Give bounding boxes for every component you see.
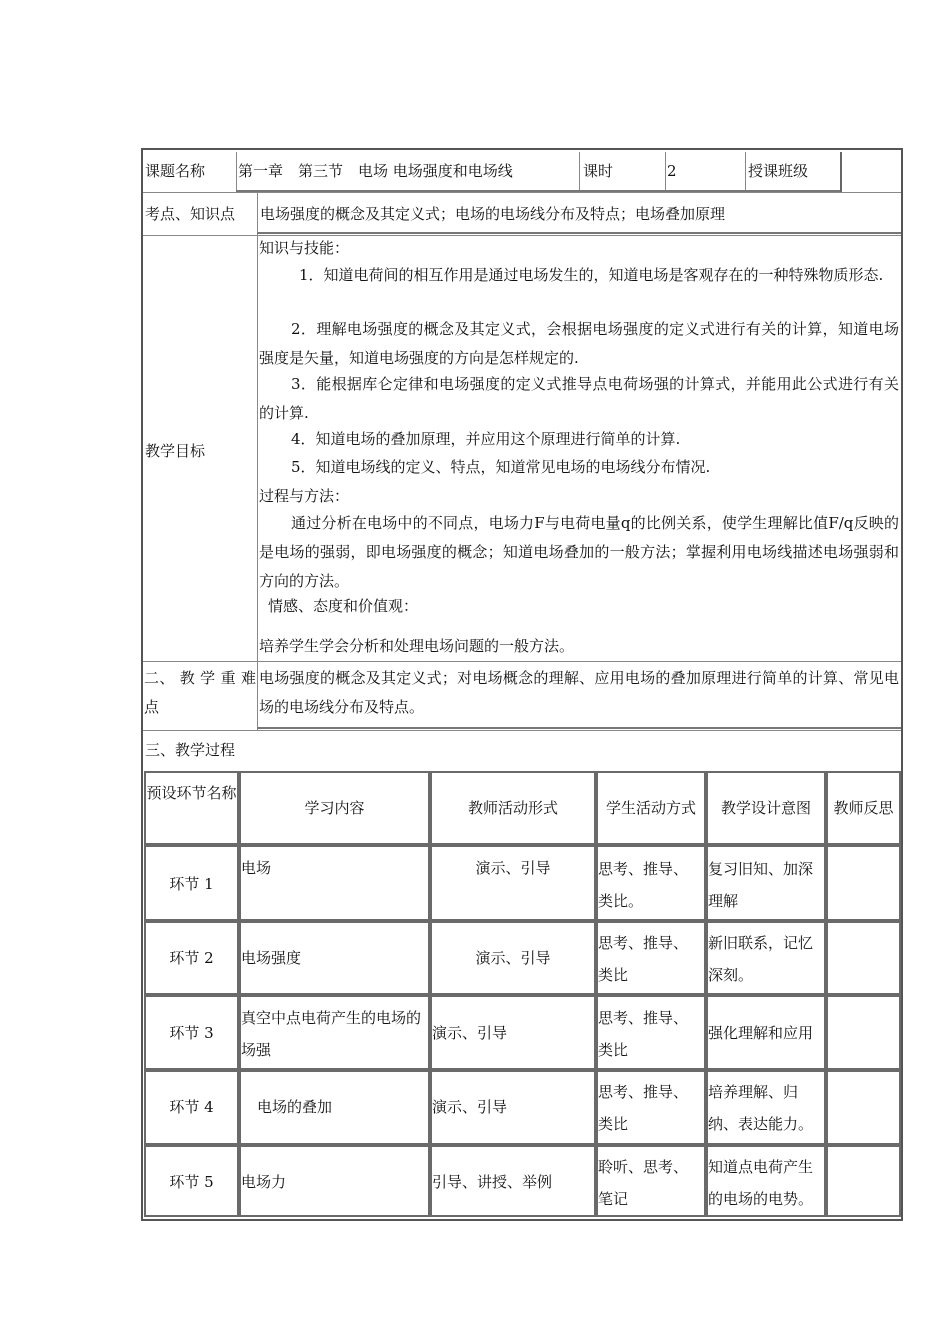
header-intent: 教学设计意图	[720, 799, 811, 817]
intent-cell: 强化理解和应用	[708, 1024, 814, 1042]
teacher-cell: 演示、引导	[475, 859, 551, 877]
header-teacher: 教师活动形式	[467, 799, 558, 817]
teacher-cell: 演示、引导	[432, 1024, 508, 1042]
table-cell	[826, 845, 901, 921]
intent-cell: 知道点电荷产生的电场的电势。	[708, 1158, 814, 1208]
divider	[840, 152, 842, 192]
divider	[257, 727, 901, 729]
divider	[257, 236, 258, 661]
divider	[745, 152, 746, 192]
process-title: 三、教学过程	[145, 741, 236, 759]
divider	[236, 152, 237, 192]
objective-item: 4．知道电场的叠加原理，并应用这个原理进行简单的计算.	[291, 430, 681, 448]
hours-value: 2	[667, 162, 677, 180]
key-points-content: 电场强度的概念及其定义式；对电场概念的理解、应用电场的叠加原理进行简单的计算、常见电场的电场线分布及特点。	[259, 669, 899, 716]
header-student: 学生活动方式	[605, 799, 696, 817]
class-label: 授课班级	[748, 162, 809, 180]
divider	[257, 662, 258, 730]
divider	[236, 190, 840, 192]
header-reflection: 教师反思	[833, 799, 894, 817]
table-cell	[826, 1145, 901, 1217]
objective-item: 通过分析在电场中的不同点，电场力F与电荷电量q的比例关系，使学生理解比值F/q反映的是电场的强弱，即电场强度的概念；知道电场叠加的一般方法；掌握利用电场线描述电场强弱和方向的方法。	[259, 514, 899, 590]
objective-heading-attitude: 情感、态度和价值观：	[268, 597, 419, 615]
stage-cell: 环节 2	[169, 949, 214, 967]
table-cell	[239, 845, 430, 921]
stage-cell: 环节 1	[169, 875, 214, 893]
header-content: 学习内容	[304, 799, 365, 817]
divider	[665, 152, 666, 192]
table-cell	[430, 845, 596, 921]
objective-item: 培养学生学会分析和处理电场问题的一般方法。	[259, 637, 575, 655]
intent-cell: 新旧联系，记忆深刻。	[708, 934, 814, 984]
intent-cell: 复习旧知、加深理解	[708, 860, 814, 910]
table-cell	[826, 1070, 901, 1145]
divider	[257, 232, 901, 234]
objective-item: 3．能根据库仑定律和电场强度的定义式推导点电荷场强的计算式，并能用此公式进行有关的计算.	[259, 375, 899, 422]
course-title: 第一章 第三节 电场 电场强度和电场线	[238, 162, 513, 180]
objective-heading-process: 过程与方法：	[259, 487, 350, 505]
content-cell: 电场强度	[241, 949, 302, 967]
objective-heading-skills: 知识与技能：	[259, 239, 350, 257]
content-cell: 真空中点电荷产生的电场的场强	[241, 1009, 422, 1059]
teacher-cell: 引导、讲授、举例	[432, 1173, 553, 1191]
student-cell: 思考、推导、类比	[598, 1009, 689, 1059]
knowledge-label: 考点、知识点	[145, 205, 236, 223]
content-cell: 电场	[241, 859, 272, 877]
content-cell: 电场力	[241, 1173, 287, 1191]
student-cell: 聆听、思考、笔记	[598, 1158, 689, 1208]
hours-label: 课时	[583, 162, 614, 180]
divider	[257, 193, 258, 235]
stage-cell: 环节 4	[169, 1098, 214, 1116]
objectives-label: 教学目标	[145, 442, 206, 460]
intent-cell: 培养理解、归纳、表达能力。	[708, 1083, 814, 1133]
stage-cell: 环节 3	[169, 1024, 214, 1042]
divider	[143, 730, 901, 731]
course-label: 课题名称	[145, 162, 206, 180]
table-cell	[826, 995, 901, 1070]
student-cell: 思考、推导、类比	[598, 1083, 689, 1133]
key-points-label: 二、 教 学 重 难点	[144, 669, 256, 716]
knowledge-content: 电场强度的概念及其定义式；电场的电场线分布及特点；电场叠加原理	[260, 205, 726, 223]
stage-cell: 环节 5	[169, 1173, 214, 1191]
student-cell: 思考、推导、类比	[598, 934, 689, 984]
objective-item: 1．知道电荷间的相互作用是通过电场发生的，知道电场是客观存在的一种特殊物质形态.	[299, 266, 884, 284]
table-cell	[826, 921, 901, 995]
teacher-cell: 演示、引导	[475, 949, 551, 967]
divider	[579, 152, 580, 192]
student-cell: 思考、推导、类比。	[598, 860, 689, 910]
objective-item: 2．理解电场强度的概念及其定义式，会根据电场强度的定义式进行有关的计算，知道电场强度是矢量，知道电场强度的方向是怎样规定的.	[259, 320, 899, 367]
content-cell: 电场的叠加	[257, 1098, 333, 1116]
header-stage: 预设环节名称	[146, 784, 237, 802]
objective-item: 5．知道电场线的定义、特点，知道常见电场的电场线分布情况.	[291, 458, 711, 476]
teacher-cell: 演示、引导	[432, 1098, 508, 1116]
